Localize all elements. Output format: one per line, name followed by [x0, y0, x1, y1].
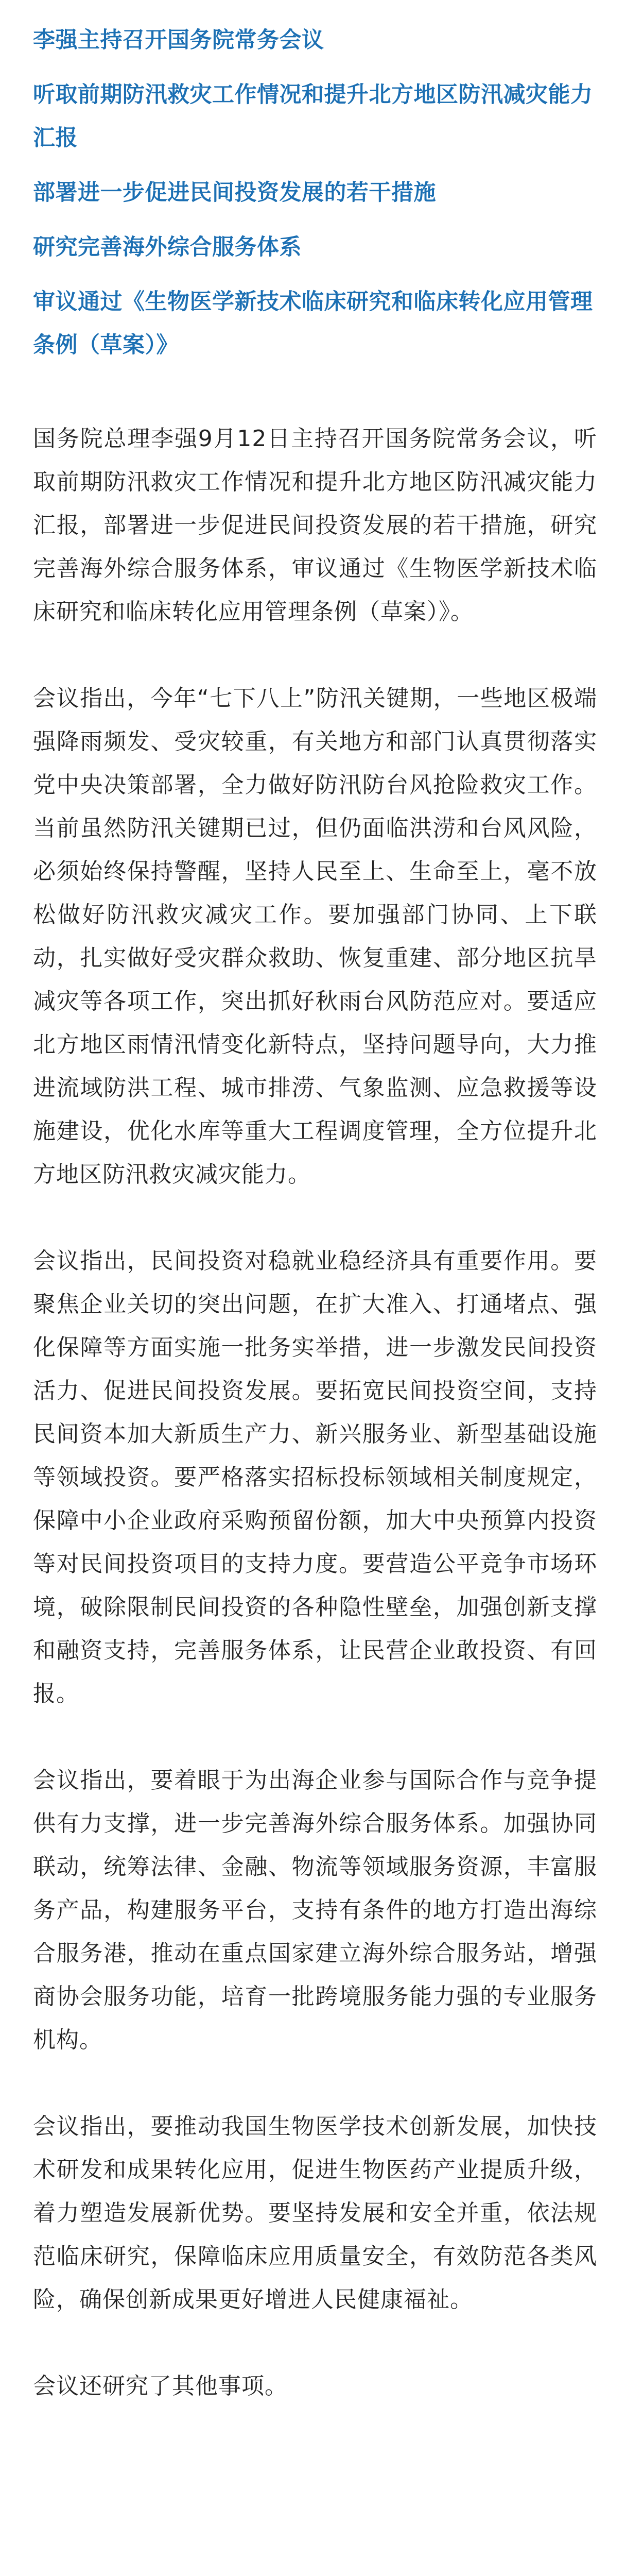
- paragraph-flood-control: 会议指出，今年“七下八上”防汛关键期，一些地区极端强降雨频发、受灾较重，有关地方和部门认真贯彻落实党中央决策部署，全力做好防汛防台风抢险救灾工作。当前虽然防汛关键期已过，但仍面临洪涝和台风风险，必须始终保持警醒，坚持人民至上、生命至上，毫不放松做好防汛救灾减灾工作。要加强部门协同、上下联动，扎实做好受灾群众救助、恢复重建、部分地区抗旱减灾等各项工作，突出抓好秋雨台风防范应对。要适应北方地区雨情汛情变化新特点，坚持问题导向，大力推进流域防洪工程、城市排涝、气象监测、应急救援等设施建设，优化水库等重大工程调度管理，全方位提升北方地区防汛救灾减灾能力。: [33, 685, 597, 1188]
- headline-overseas-services: 研究完善海外综合服务体系: [33, 234, 302, 260]
- paragraph-private-investment: 会议指出，民间投资对稳就业稳经济具有重要作用。要聚焦企业关切的突出问题，在扩大准入、打通堵点、强化保障等方面实施一批务实举措，进一步激发民间投资活力、促进民间投资发展。要拓宽民间投资空间，支持民间资本加大新质生产力、新兴服务业、新型基础设施等领域投资。要严格落实招标投标领域相关制度规定，保障中小企业政府采购预留份额，加大中央预算内投资等对民间投资项目的支持力度。要营造公平竞争市场环境，破除限制民间投资的各种隐性壁垒，加强创新支撑和融资支持，完善服务体系，让民营企业敢投资、有回报。: [33, 1248, 597, 1707]
- article-body: [33, 417, 597, 2408]
- paragraph-overseas-services: 会议指出，要着眼于为出海企业参与国际合作与竞争提供有力支撑，进一步完善海外综合服务体系。加强协同联动，统筹法律、金融、物流等领域服务资源，丰富服务产品，构建服务平台，支持有条件的地方打造出海综合服务港，推动在重点国家建立海外综合服务站，增强商协会服务功能，培育一批跨境服务能力强的专业服务机构。: [33, 1767, 597, 2053]
- headline-main-title: 李强主持召开国务院常务会议: [33, 27, 324, 53]
- headline-biomedical-regulation: 审议通过《生物医学新技术临床研究和临床转化应用管理条例（草案）》: [33, 289, 593, 358]
- headline-private-investment: 部署进一步促进民间投资发展的若干措施: [33, 180, 436, 206]
- paragraph-intro: 国务院总理李强9月12日主持召开国务院常务会议，听取前期防汛救灾工作情况和提升北方地区防汛减灾能力汇报，部署进一步促进民间投资发展的若干措施，研究完善海外综合服务体系，审议通过《生物医学新技术临床研究和临床转化应用管理条例（草案）》。: [33, 426, 597, 625]
- paragraph-biomedical: 会议指出，要推动我国生物医学技术创新发展，加快技术研发和成果转化应用，促进生物医药产业提质升级，着力塑造发展新优势。要坚持发展和安全并重，依法规范临床研究，保障临床应用质量安全，有效防范各类风险，确保创新成果更好增进人民健康福祉。: [33, 2113, 597, 2313]
- paragraph-other-matters: 会议还研究了其他事项。: [33, 2373, 288, 2399]
- headline-list: [33, 19, 597, 367]
- article: [33, 19, 597, 2408]
- headline-flood-control: 听取前期防汛救灾工作情况和提升北方地区防汛减灾能力汇报: [33, 82, 593, 151]
